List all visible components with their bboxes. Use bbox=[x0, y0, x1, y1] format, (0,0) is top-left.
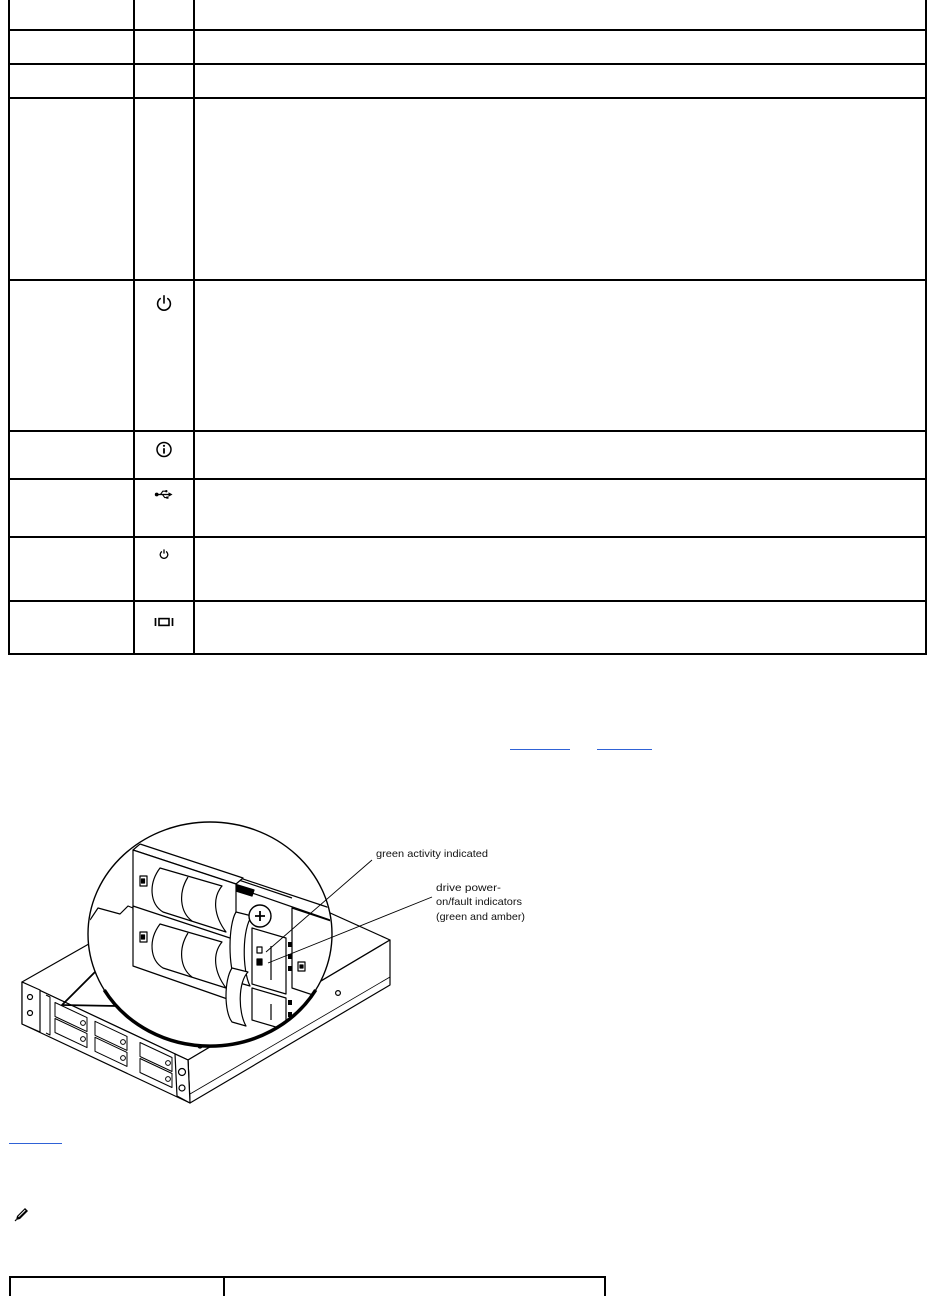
power-fault-indicator bbox=[257, 959, 262, 965]
second-table bbox=[9, 1276, 606, 1296]
table-cell-icon bbox=[135, 432, 195, 478]
screw bbox=[336, 991, 341, 996]
table-cell bbox=[10, 99, 135, 279]
table-row bbox=[10, 538, 925, 602]
table-cell bbox=[10, 0, 135, 29]
table-cell bbox=[10, 281, 135, 430]
indicator-table bbox=[8, 0, 927, 655]
note-pencil-icon bbox=[14, 1206, 30, 1222]
table-cell-icon bbox=[135, 480, 195, 536]
figure-link[interactable] bbox=[597, 737, 652, 750]
figure-link[interactable] bbox=[510, 737, 570, 750]
table-cell-icon bbox=[135, 65, 195, 97]
table-row bbox=[10, 480, 925, 538]
table-cell bbox=[195, 65, 925, 97]
table-cell bbox=[195, 99, 925, 279]
back-to-top-link[interactable] bbox=[9, 1131, 62, 1144]
table-row bbox=[10, 0, 925, 31]
callout-label-power-fault: (green and amber) bbox=[436, 911, 525, 923]
callout-label-power-fault: drive power- bbox=[436, 882, 502, 894]
rack-ear-right bbox=[175, 1054, 190, 1103]
table-cell bbox=[195, 538, 925, 600]
rack-ear-left bbox=[22, 982, 40, 1032]
table-cell bbox=[195, 31, 925, 63]
table-row bbox=[10, 281, 925, 432]
table-cell bbox=[10, 602, 135, 653]
info-icon bbox=[156, 441, 173, 458]
table-row bbox=[10, 65, 925, 99]
table-cell bbox=[10, 480, 135, 536]
table-cell-icon bbox=[135, 602, 195, 653]
table-cell-icon bbox=[135, 538, 195, 600]
activity-indicator bbox=[257, 947, 262, 953]
table-cell-icon bbox=[135, 31, 195, 63]
standby-icon bbox=[159, 548, 170, 559]
table-cell-icon bbox=[135, 99, 195, 279]
table-cell bbox=[195, 0, 925, 29]
table-cell bbox=[195, 602, 925, 653]
table-cell bbox=[195, 432, 925, 478]
table-cell bbox=[10, 65, 135, 97]
hard-drive-indicators-figure bbox=[10, 815, 540, 1115]
table-cell-icon bbox=[135, 0, 195, 29]
table-cell bbox=[195, 480, 925, 536]
table-row bbox=[10, 99, 925, 281]
table-cell bbox=[10, 31, 135, 63]
table-cell bbox=[10, 432, 135, 478]
table-cell bbox=[195, 281, 925, 430]
usb-icon bbox=[155, 489, 174, 500]
table-cell bbox=[10, 538, 135, 600]
table-row bbox=[10, 432, 925, 480]
callout-label-power-fault: on/fault indicators bbox=[436, 896, 522, 908]
table-cell bbox=[11, 1278, 225, 1296]
table-row bbox=[10, 602, 925, 655]
callout-label-activity: green activity indicated bbox=[376, 848, 489, 860]
power-icon bbox=[155, 294, 173, 312]
table-row bbox=[10, 31, 925, 65]
table-cell-icon bbox=[135, 281, 195, 430]
video-connector-icon bbox=[154, 617, 174, 627]
